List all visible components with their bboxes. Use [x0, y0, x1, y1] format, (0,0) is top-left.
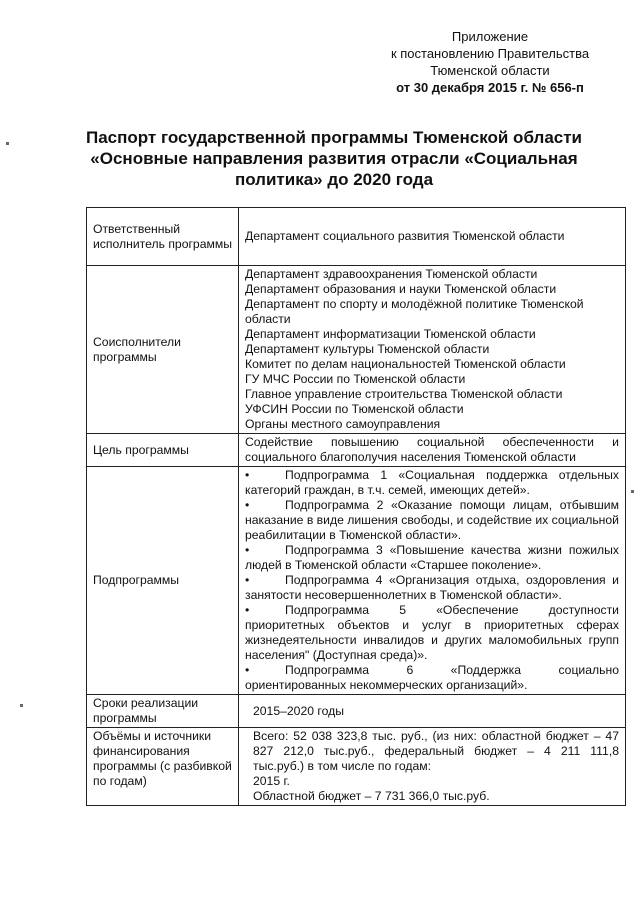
- bullet-icon: •: [245, 498, 250, 512]
- bullet-icon: •: [245, 543, 250, 557]
- appendix-decree-date: от 30 декабря 2015 г. № 656-п: [396, 80, 584, 95]
- funding-regional: Областной бюджет – 7 731 366,0 тыс.руб.: [253, 789, 490, 803]
- subprogram-item: [245, 603, 619, 663]
- responsible-label: Ответственный исполнитель программы: [87, 208, 239, 266]
- coexecutors-list: [239, 266, 626, 434]
- coexecutor-item: Органы местного самоуправления: [245, 417, 441, 431]
- subprogram-text: Подпрограмма 2 «Оказание помощи лицам, отбывшим наказание в виде лишения свободы, и содействие их социальной реабилитации в Тюменской области».: [245, 498, 619, 542]
- row-funding: [87, 728, 626, 806]
- subprogram-text: Подпрограмма 5 «Обеспечение доступности приоритетных объектов и услуг в приоритетных сферах жизнедеятельности инвалидов и других маломобильных групп населения" (Доступная среда)».: [245, 603, 619, 662]
- subprogram-text: Подпрограмма 3 «Повышение качества жизни пожилых людей в Тюменской области «Старшее поколение».: [245, 543, 619, 572]
- subprograms-list: [239, 467, 626, 695]
- coexecutor-item: Департамент образования и науки Тюменской области: [245, 282, 557, 296]
- appendix-line-2: к постановлению Правительства: [390, 46, 590, 61]
- bullet-icon: •: [245, 603, 250, 617]
- row-terms: [87, 695, 626, 728]
- coexecutor-item: УФСИН России по Тюменской области: [245, 402, 464, 416]
- row-responsible: [87, 208, 626, 266]
- responsible-value: Департамент социального развития Тюменской области: [239, 208, 626, 266]
- subprogram-item: [245, 543, 619, 573]
- subprogram-item: [245, 573, 619, 603]
- subprogram-item: [245, 468, 619, 498]
- funding-year: 2015 г.: [253, 774, 290, 788]
- coexecutors-label: Соисполнители программы: [87, 266, 239, 434]
- coexecutor-item: ГУ МЧС России по Тюменской области: [245, 372, 466, 386]
- row-coexecutors: [87, 266, 626, 434]
- coexecutor-item: Департамент культуры Тюменской области: [245, 342, 490, 356]
- document-title: Паспорт государственной программы Тюменской области «Основные направления развития отрасли «Социальная политика» до 2020 года: [85, 128, 583, 189]
- terms-value: 2015–2020 годы: [239, 695, 626, 728]
- appendix-header: [360, 28, 620, 96]
- subprogram-item: [245, 663, 619, 693]
- funding-value: [239, 728, 626, 806]
- scan-dot: [6, 142, 9, 145]
- coexecutor-item: Главное управление строительства Тюменской области: [245, 387, 563, 401]
- appendix-line-1: Приложение: [451, 29, 529, 44]
- goal-label: Цель программы: [87, 434, 239, 467]
- bullet-icon: •: [245, 468, 250, 482]
- row-subprograms: [87, 467, 626, 695]
- funding-total: Всего: 52 038 323,8 тыс. руб., (из них: областной бюджет – 47 827 212,0 тыс.руб., федеральный бюджет – 4 211 111,8 тыс.руб.) в том числе по годам:: [253, 729, 619, 773]
- passport-table: [86, 207, 626, 806]
- bullet-icon: •: [245, 663, 250, 677]
- coexecutor-item: Департамент здравоохранения Тюменской области: [245, 267, 538, 281]
- scan-dot: [631, 490, 634, 493]
- subprogram-item: [245, 498, 619, 543]
- scan-dot: [20, 704, 23, 707]
- coexecutor-item: Комитет по делам национальностей Тюменской области: [245, 357, 566, 371]
- coexecutor-item: Департамент по спорту и молодёжной политике Тюменской области: [245, 297, 584, 326]
- funding-label: Объёмы и источники финансирования программы (с разбивкой по годам): [87, 728, 239, 806]
- appendix-line-3: Тюменской области: [430, 63, 550, 78]
- subprograms-label: Подпрограммы: [87, 467, 239, 695]
- subprogram-text: Подпрограмма 6 «Поддержка социально ориентированных некоммерческих организаций».: [245, 663, 619, 692]
- terms-label: Сроки реализации программы: [87, 695, 239, 728]
- subprogram-text: Подпрограмма 4 «Организация отдыха, оздоровления и занятости несовершеннолетних в Тюменской области».: [245, 573, 619, 602]
- goal-value: Содействие повышению социальной обеспеченности и социального благополучия населения Тюменской области: [239, 434, 626, 467]
- row-goal: [87, 434, 626, 467]
- subprogram-text: Подпрограмма 1 «Социальная поддержка отдельных категорий граждан, в т.ч. семей, имеющих детей».: [245, 468, 619, 497]
- coexecutor-item: Департамент информатизации Тюменской области: [245, 327, 536, 341]
- bullet-icon: •: [245, 573, 250, 587]
